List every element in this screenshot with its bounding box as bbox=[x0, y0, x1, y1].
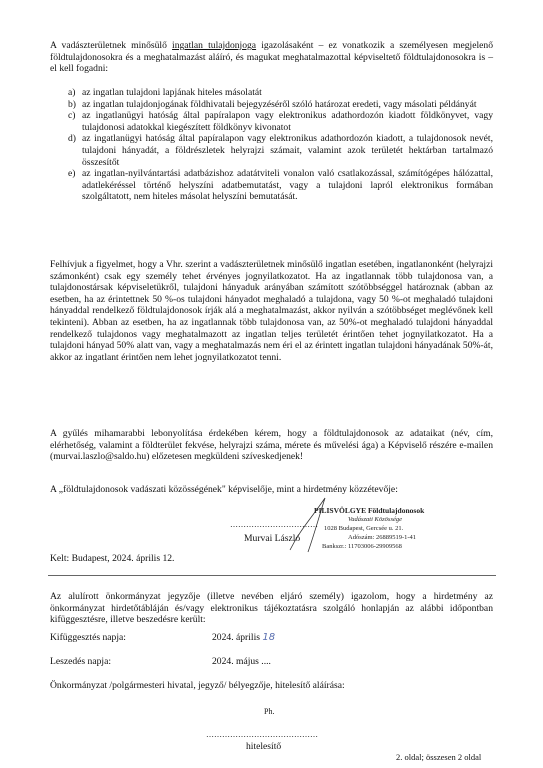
list-marker: a) bbox=[68, 87, 76, 98]
stamp-caption: Önkormányzat /polgármesteri hivatal, jegyző/ bélyegzője, hitelesítő aláírása: bbox=[50, 680, 345, 691]
removal-value: 2024. május .... bbox=[212, 656, 271, 667]
stamp-line: Bankszr.: 11703006-29909568 bbox=[322, 543, 402, 550]
list-item-text: az ingatlanügyi hatóság által papíralapon vagy elektronikus adathordozón kiadott földkönyvet, vagy tulajdonosi adatokkal kiegészített földkönyv kivonatot bbox=[82, 110, 493, 133]
representative-line: A „földtulajdonosok vadászati közösségének" képviselője, mint a hirdetmény közzétevője: bbox=[50, 484, 398, 495]
list-marker: d) bbox=[68, 133, 76, 145]
stamp-line: PILISVÖLGYE Földtulajdonosok bbox=[314, 506, 425, 515]
list-item bbox=[50, 99, 493, 111]
posting-date: 2024. április bbox=[212, 632, 260, 643]
proof-list bbox=[50, 87, 493, 203]
organization-stamp bbox=[314, 506, 514, 551]
list-item-text: az ingatlan-nyilvántartási adatbázishoz adatátviteli vonalon való csatlakozással, számítógépes hálózattal, adatlekéréssel történő helyszíni adatbemutatást, vagy a tulajdoni lapról elektronikus formában szolgáltatott, nem hiteles másolat helyszíni bemutatását. bbox=[82, 168, 493, 203]
signer-name: Murvai László bbox=[244, 533, 301, 544]
list-item bbox=[50, 168, 493, 203]
list-item bbox=[50, 110, 493, 133]
intro-underlined: ingatlan tulajdonjoga bbox=[172, 40, 257, 51]
section-divider bbox=[48, 575, 496, 576]
posting-value bbox=[212, 632, 275, 643]
posting-label: Kifüggesztés napja: bbox=[50, 632, 126, 643]
stamp-line: Vadászati Közössége bbox=[348, 516, 402, 523]
intro-lead: A vadászterületnek minősülő bbox=[50, 40, 173, 51]
certifier-label: hitelesítő bbox=[246, 741, 282, 752]
list-marker: b) bbox=[68, 98, 76, 110]
intro-paragraph bbox=[50, 40, 493, 75]
certifier-dots: …………………………………… bbox=[206, 730, 318, 739]
request-paragraph bbox=[50, 428, 493, 463]
list-marker: c) bbox=[68, 110, 76, 122]
stamp-line: 1028 Budapest, Gercsée u. 21. bbox=[324, 525, 404, 532]
ph-marker: Ph. bbox=[264, 707, 275, 716]
list-marker: e) bbox=[68, 168, 76, 180]
posting-handwritten-day: 18 bbox=[262, 632, 276, 643]
removal-label: Leszedés napja: bbox=[50, 656, 111, 667]
list-item-text: az ingatlanügyi hatóság által papíralapon vagy elektronikus adathordozón kiadott, a tulajdonosok nevét, tulajdoni hányadát, a földrészletek helyrajzi számait, valamint azok területét hektárban tartalmazó összesítőt bbox=[82, 133, 493, 168]
list-item-text: az ingatlan tulajdoni lapjának hiteles másolatát bbox=[82, 87, 262, 98]
list-item-text: az ingatlan tulajdonjogának földhivatali bejegyzéséről szóló határozat eredeti, vagy másolati példányát bbox=[82, 98, 477, 110]
intro-rest: igazolásaként – ez vonatkozik a személyesen megjelenő földtulajdonosokra és a meghatalmazást aláíró, és magukat meghatalmazottal képviseltető földtulajdonosokra is – el kell fogadni: bbox=[50, 40, 494, 75]
list-item bbox=[50, 87, 493, 99]
attention-paragraph: Felhívjuk a figyelmet, hogy a Vhr. szerint a vadászterületnek minősülő ingatlan esetében, ingatlanonként (helyrajzi számonként) csak egy személy tehet érvényes jognyilatkozatot. Ha az ingatlannak több tulajdonosa van, a tulajdonostársak képviseletükről, tulajdoni hányaduk arányában számított szótöbbséggel határoznak (abban az esetben, ha az érintettnek 50 %-os tulajdoni hányadot meghaladó a tulajdona, vagy 50 %-ot meghaladó tulajdoni hányaddal rendelkező földtulajdonosok írják alá a meghatalmazást, akkor nyilván a szótöbbséget meglévőnek kell tekinteni). Abban az esetben, ha az ingatlannak több tulajdonosa van, az 50%-ot meghaladó tulajdoni hányaddal rendelkező tulajdonos vagy meghatalmazott az ingatlan teljes területét érintően tehet jognyilatkozatot. Ha a tulajdoni hányad 50% alatt van, vagy a meghatalmazás nem éri el az érintett ingatlan tulajdoni hányadának 50%-át, akkor az ingatlant érintően nem lehet jognyilatkozatot tenni. bbox=[50, 259, 493, 363]
date-line: Kelt: Budapest, 2024. április 12. bbox=[50, 553, 175, 564]
list-item bbox=[50, 133, 493, 168]
request-text: A gyűlés mihamarabbi lebonyolítása érdekében kérem, hogy a földtulajdonosok az adataikat (név, cím, elérhetőség, valamint a földterület fekvése, helyrajzi száma, mérete és művelési ága) a Képviselő részére e-mailen (murvai.laszlo@saldo.hu) előzetesen megküldeni szíveskedjenek! bbox=[50, 428, 493, 463]
page-footer: 2. oldal; összesen 2 oldal bbox=[396, 752, 482, 762]
signature-dots: …………………………… bbox=[230, 520, 318, 529]
certification-paragraph: Az alulírott önkormányzat jegyzője (illetve nevében eljáró személy) igazolom, hogy a hirdetmény az önkormányzat hirdetőtábláján és/vagy elektronikus tájékoztatásra szolgáló honlapján az alábbi időpontban kifüggesztésre, illetve beszedésre került: bbox=[50, 591, 493, 626]
stamp-line: Adószám: 26889519-1-41 bbox=[348, 534, 417, 541]
